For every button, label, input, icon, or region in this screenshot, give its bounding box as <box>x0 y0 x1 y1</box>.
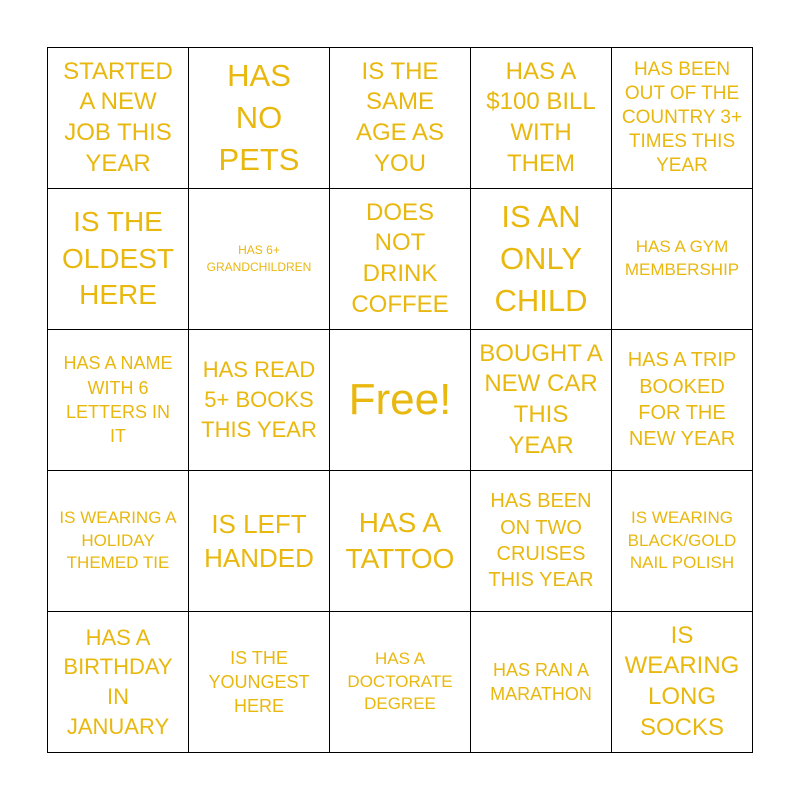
bingo-cell[interactable] <box>48 330 189 471</box>
cell-text: IS WEARING BLACK/GOLD NAIL POLISH <box>627 507 737 573</box>
cell-text: IS THE YOUNGEST HERE <box>208 647 310 717</box>
bingo-cell[interactable] <box>471 612 612 753</box>
cell-text: HAS NO PETS <box>218 58 300 177</box>
bingo-cell[interactable] <box>330 189 471 330</box>
cell-text: HAS A TRIP BOOKED FOR THE NEW YEAR <box>627 349 737 451</box>
bingo-cell[interactable] <box>612 48 753 189</box>
cell-text: HAS READ 5+ BOOKS THIS YEAR <box>201 357 317 442</box>
bingo-cell[interactable] <box>189 330 330 471</box>
cell-text: HAS A GYM MEMBERSHIP <box>624 237 740 279</box>
cell-text: IS WEARING A HOLIDAY THEMED TIE <box>59 507 177 573</box>
cell-text: HAS RAN A MARATHON <box>490 659 592 704</box>
bingo-cell[interactable] <box>48 48 189 189</box>
cell-text: BOUGHT A NEW CAR THIS YEAR <box>479 339 603 459</box>
bingo-cell[interactable] <box>189 189 330 330</box>
cell-text: HAS BEEN ON TWO CRUISES THIS YEAR <box>488 490 594 592</box>
bingo-cell[interactable] <box>471 189 612 330</box>
cell-text: IS THE SAME AGE AS YOU <box>355 57 445 177</box>
cell-text: IS WEARING LONG SOCKS <box>624 621 740 741</box>
free-space[interactable] <box>330 330 471 471</box>
bingo-cell[interactable] <box>612 612 753 753</box>
bingo-cell[interactable] <box>612 471 753 612</box>
bingo-cell[interactable] <box>612 330 753 471</box>
cell-text: HAS A TATTOO <box>345 506 455 574</box>
bingo-cell[interactable] <box>189 612 330 753</box>
cell-text: DOES NOT DRINK COFFEE <box>351 198 449 318</box>
bingo-cell[interactable] <box>48 612 189 753</box>
cell-text: HAS A DOCTORATE DEGREE <box>347 648 453 714</box>
cell-text: HAS A BIRTHDAY IN JANUARY <box>63 624 173 739</box>
bingo-cell[interactable] <box>471 330 612 471</box>
bingo-cell[interactable] <box>48 189 189 330</box>
cell-text: HAS A $100 BILL WITH THEM <box>486 57 596 177</box>
cell-text: IS LEFT HANDED <box>204 508 314 573</box>
cell-text: HAS A NAME WITH 6 LETTERS IN IT <box>63 353 173 447</box>
bingo-cell[interactable] <box>189 48 330 189</box>
bingo-cell[interactable] <box>189 471 330 612</box>
cell-text: IS THE OLDEST HERE <box>61 206 175 311</box>
bingo-cell[interactable] <box>48 471 189 612</box>
bingo-cell[interactable] <box>471 48 612 189</box>
bingo-cell[interactable] <box>330 48 471 189</box>
bingo-cell[interactable] <box>330 471 471 612</box>
bingo-cell[interactable] <box>612 189 753 330</box>
bingo-cell[interactable] <box>471 471 612 612</box>
cell-text: HAS 6+ GRANDCHILDREN <box>206 242 312 274</box>
free-space-label: Free! <box>348 374 452 424</box>
cell-text: HAS BEEN OUT OF THE COUNTRY 3+ TIMES THIS YEAR <box>621 58 743 177</box>
cell-text: IS AN ONLY CHILD <box>494 199 588 318</box>
bingo-board <box>47 47 753 753</box>
bingo-cell[interactable] <box>330 612 471 753</box>
cell-text: STARTED A NEW JOB THIS YEAR <box>63 57 173 177</box>
